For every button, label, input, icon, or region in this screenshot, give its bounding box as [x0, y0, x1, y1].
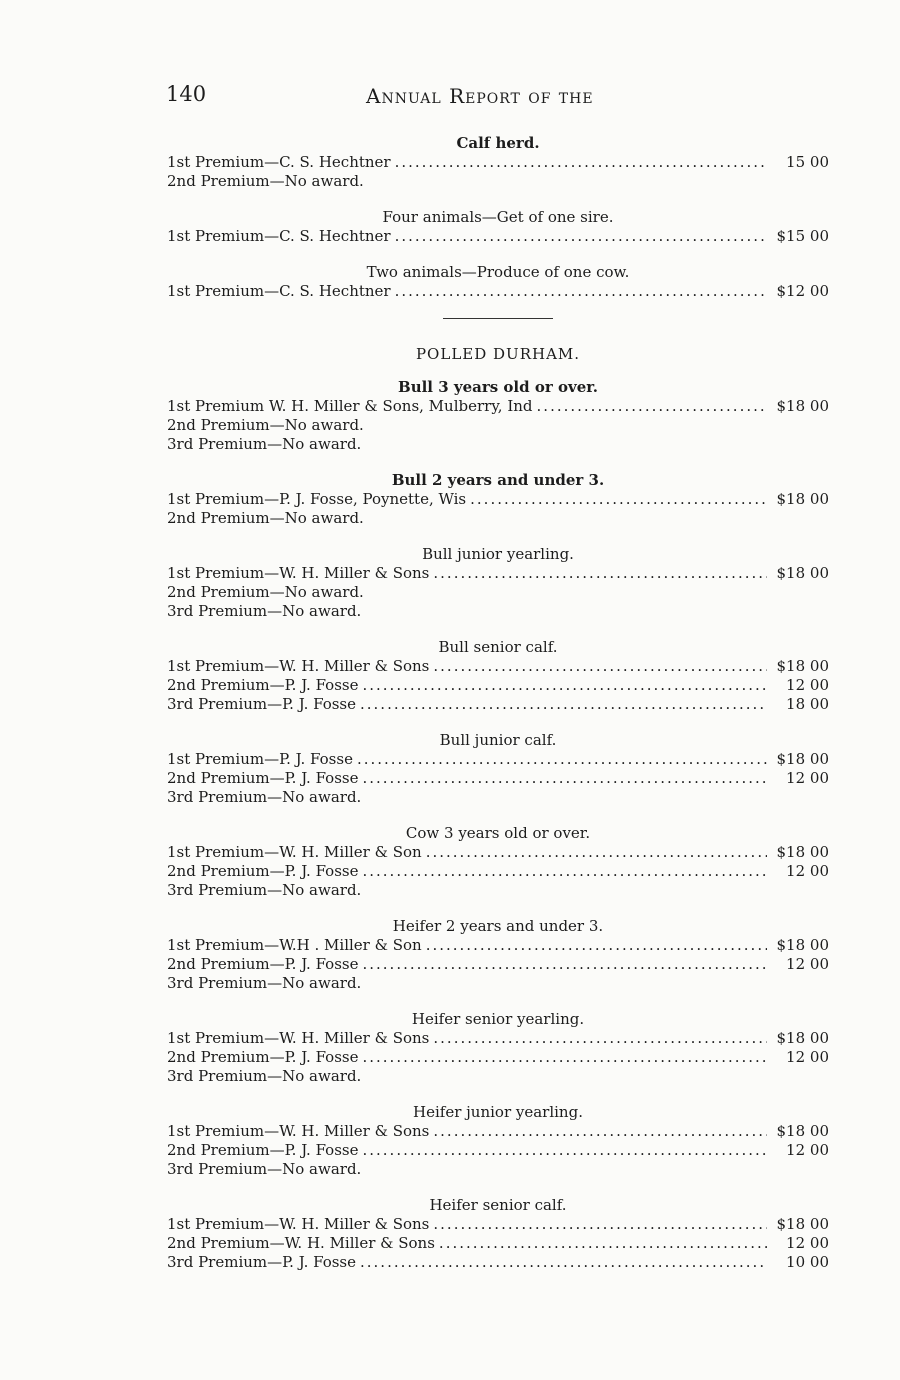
premium-entry [167, 936, 829, 955]
premium-label: 1st Premium—P. J. Fosse, Poynette, Wis [167, 490, 467, 508]
premium-label: 1st Premium—C. S. Hechtner [167, 282, 391, 300]
class-heading: Bull senior calf. [438, 638, 558, 656]
premium-entry [167, 509, 829, 528]
premium-entry [167, 1122, 829, 1141]
premium-amount: 12 00 [786, 769, 829, 787]
premium-amount: 10 00 [786, 1253, 829, 1271]
dot-leader [426, 936, 767, 955]
class-block [167, 731, 829, 807]
class-heading: Bull junior calf. [439, 731, 557, 749]
dot-leader [357, 750, 767, 769]
premium-amount: $18 00 [776, 564, 829, 582]
premium-entry [167, 153, 829, 172]
class-heading: Bull junior yearling. [422, 545, 574, 563]
dot-leader [362, 1141, 767, 1160]
running-head: Annual Report of the [366, 84, 594, 108]
premium-label: 3rd Premium—No award. [167, 602, 362, 620]
class-heading: Heifer senior calf. [429, 1196, 567, 1214]
premium-amount: $18 00 [776, 657, 829, 675]
premium-entry [167, 1253, 829, 1272]
premium-entry [167, 1215, 829, 1234]
premium-list-polled-durham [167, 378, 829, 1272]
premium-entry [167, 583, 829, 602]
class-heading: Bull 3 years old or over. [398, 378, 598, 396]
premium-entry [167, 974, 829, 993]
premium-entry [167, 1234, 829, 1253]
premium-amount: $12 00 [776, 282, 829, 300]
premium-entry [167, 282, 829, 301]
dot-leader [360, 695, 767, 714]
premium-label: 3rd Premium—No award. [167, 1160, 362, 1178]
premium-amount: 12 00 [786, 955, 829, 973]
dot-leader [433, 564, 767, 583]
premium-label: 1st Premium—P. J. Fosse [167, 750, 353, 768]
premium-label: 3rd Premium—No award. [167, 1067, 362, 1085]
class-block [167, 917, 829, 993]
dot-leader [362, 1048, 767, 1067]
premium-label: 2nd Premium—W. H. Miller & Sons [167, 1234, 435, 1252]
page-number: 140 [166, 82, 207, 106]
premium-entry [167, 397, 829, 416]
dot-leader [362, 769, 767, 788]
dot-leader [433, 1215, 767, 1234]
class-block [167, 208, 829, 246]
premium-amount: 12 00 [786, 676, 829, 694]
premium-label: 2nd Premium—No award. [167, 583, 364, 601]
premium-label: 3rd Premium—No award. [167, 881, 362, 899]
premium-entry [167, 862, 829, 881]
premium-label: 2nd Premium—No award. [167, 416, 364, 434]
dot-leader [439, 1234, 767, 1253]
premium-amount: $18 00 [776, 843, 829, 861]
class-block [167, 471, 829, 528]
class-block [167, 134, 829, 191]
premium-label: 1st Premium—W. H. Miller & Sons [167, 1122, 430, 1140]
premium-amount: $18 00 [776, 1215, 829, 1233]
premium-amount: $18 00 [776, 1029, 829, 1047]
premium-amount: 15 00 [786, 153, 829, 171]
premium-amount: 12 00 [786, 1048, 829, 1066]
premium-amount: 12 00 [786, 1234, 829, 1252]
premium-entry [167, 602, 829, 621]
premium-entry [167, 1048, 829, 1067]
premium-entry [167, 955, 829, 974]
premium-label: 3rd Premium—P. J. Fosse [167, 695, 356, 713]
premium-label: 1st Premium—W. H. Miller & Sons [167, 564, 430, 582]
premium-label: 1st Premium—W. H. Miller & Sons [167, 657, 430, 675]
premium-entry [167, 1029, 829, 1048]
class-heading: Two animals—Produce of one cow. [366, 263, 630, 281]
class-heading: Calf herd. [456, 134, 540, 152]
premium-label: 1st Premium—W. H. Miller & Sons [167, 1029, 430, 1047]
premium-entry [167, 416, 829, 435]
class-heading: Heifer senior yearling. [411, 1010, 585, 1028]
class-block [167, 1010, 829, 1086]
premium-label: 3rd Premium—No award. [167, 974, 362, 992]
dot-leader [362, 862, 767, 881]
premium-label: 2nd Premium—No award. [167, 509, 364, 527]
premium-label: 1st Premium—W. H. Miller & Sons [167, 1215, 430, 1233]
dot-leader [395, 282, 767, 301]
dot-leader [360, 1253, 767, 1272]
premium-label: 2nd Premium—P. J. Fosse [167, 676, 359, 694]
premium-label: 1st Premium W. H. Miller & Sons, Mulberry, Ind [167, 397, 533, 415]
premium-amount: $18 00 [776, 397, 829, 415]
premium-entry [167, 1141, 829, 1160]
class-heading: Cow 3 years old or over. [405, 824, 591, 842]
dot-leader [362, 955, 767, 974]
premium-amount: 12 00 [786, 1141, 829, 1159]
premium-entry [167, 1160, 829, 1179]
premium-entry [167, 676, 829, 695]
premium-amount: $18 00 [776, 936, 829, 954]
dot-leader [362, 676, 767, 695]
premium-label: 1st Premium—C. S. Hechtner [167, 227, 391, 245]
premium-label: 2nd Premium—P. J. Fosse [167, 862, 359, 880]
premium-label: 1st Premium—C. S. Hechtner [167, 153, 391, 171]
section-title: POLLED DURHAM. [415, 345, 581, 363]
class-heading: Heifer junior yearling. [413, 1103, 583, 1121]
class-block [167, 638, 829, 714]
premium-entry [167, 435, 829, 454]
class-block [167, 378, 829, 454]
premium-entry [167, 490, 829, 509]
premium-label: 3rd Premium—No award. [167, 788, 362, 806]
premium-label: 2nd Premium—P. J. Fosse [167, 955, 359, 973]
dot-leader [395, 153, 767, 172]
premium-entry [167, 769, 829, 788]
premium-entry [167, 657, 829, 676]
premium-label: 2nd Premium—P. J. Fosse [167, 1141, 359, 1159]
premium-amount: $18 00 [776, 1122, 829, 1140]
premium-label: 3rd Premium—No award. [167, 435, 362, 453]
premium-label: 2nd Premium—P. J. Fosse [167, 1048, 359, 1066]
premium-amount: $15 00 [776, 227, 829, 245]
premium-entry [167, 881, 829, 900]
premium-label: 1st Premium—W. H. Miller & Son [167, 843, 422, 861]
premium-label: 1st Premium—W.H . Miller & Son [167, 936, 422, 954]
dot-leader [426, 843, 767, 862]
class-block [167, 1103, 829, 1179]
page-content [167, 134, 829, 1289]
class-block [167, 1196, 829, 1272]
section-divider [443, 318, 553, 319]
premium-label: 2nd Premium—No award. [167, 172, 364, 190]
class-block [167, 545, 829, 621]
class-heading: Bull 2 years and under 3. [391, 471, 605, 489]
dot-leader [470, 490, 767, 509]
premium-entry [167, 788, 829, 807]
dot-leader [433, 1122, 767, 1141]
dot-leader [433, 1029, 767, 1048]
premium-entry [167, 227, 829, 246]
premium-amount: 12 00 [786, 862, 829, 880]
premium-amount: $18 00 [776, 750, 829, 768]
dot-leader [537, 397, 767, 416]
premium-amount: $18 00 [776, 490, 829, 508]
class-heading: Four animals—Get of one sire. [382, 208, 614, 226]
premium-entry [167, 172, 829, 191]
class-heading: Heifer 2 years and under 3. [392, 917, 604, 935]
premium-entry [167, 1067, 829, 1086]
dot-leader [395, 227, 767, 246]
premium-label: 2nd Premium—P. J. Fosse [167, 769, 359, 787]
page-header [166, 82, 826, 112]
class-block [167, 263, 829, 301]
class-block [167, 824, 829, 900]
premium-list-before [167, 134, 829, 301]
premium-amount: 18 00 [786, 695, 829, 713]
premium-entry [167, 750, 829, 769]
premium-entry [167, 695, 829, 714]
premium-entry [167, 564, 829, 583]
premium-label: 3rd Premium—P. J. Fosse [167, 1253, 356, 1271]
premium-entry [167, 843, 829, 862]
dot-leader [433, 657, 767, 676]
